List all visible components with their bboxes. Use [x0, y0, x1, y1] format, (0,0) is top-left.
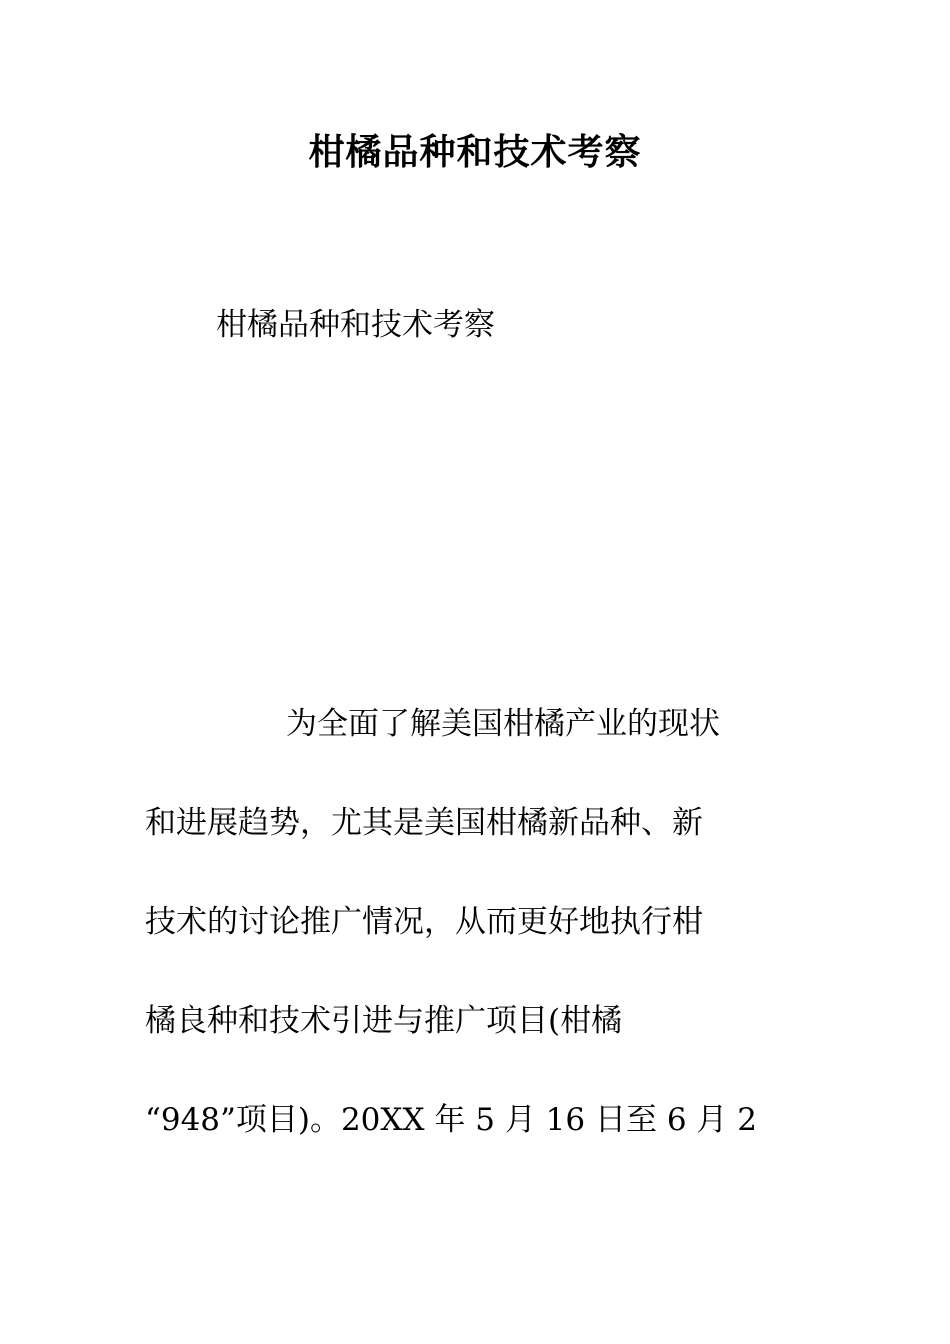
paragraph-line: 为全面了解美国柑橘产业的现状	[286, 706, 720, 742]
paragraph-line: 和进展趋势，尤其是美国柑橘新品种、新	[145, 805, 703, 841]
document-subtitle: 柑橘品种和技术考察	[216, 307, 495, 343]
paragraph-line: “948”项目)。20XX 年 5 月 16 日至 6 月 2	[145, 1102, 757, 1138]
paragraph-line: 技术的讨论推广情况，从而更好地执行柑	[145, 904, 703, 940]
document-title: 柑橘品种和技术考察	[308, 132, 642, 173]
paragraph-line: 橘良种和技术引进与推广项目(柑橘	[145, 1003, 623, 1039]
